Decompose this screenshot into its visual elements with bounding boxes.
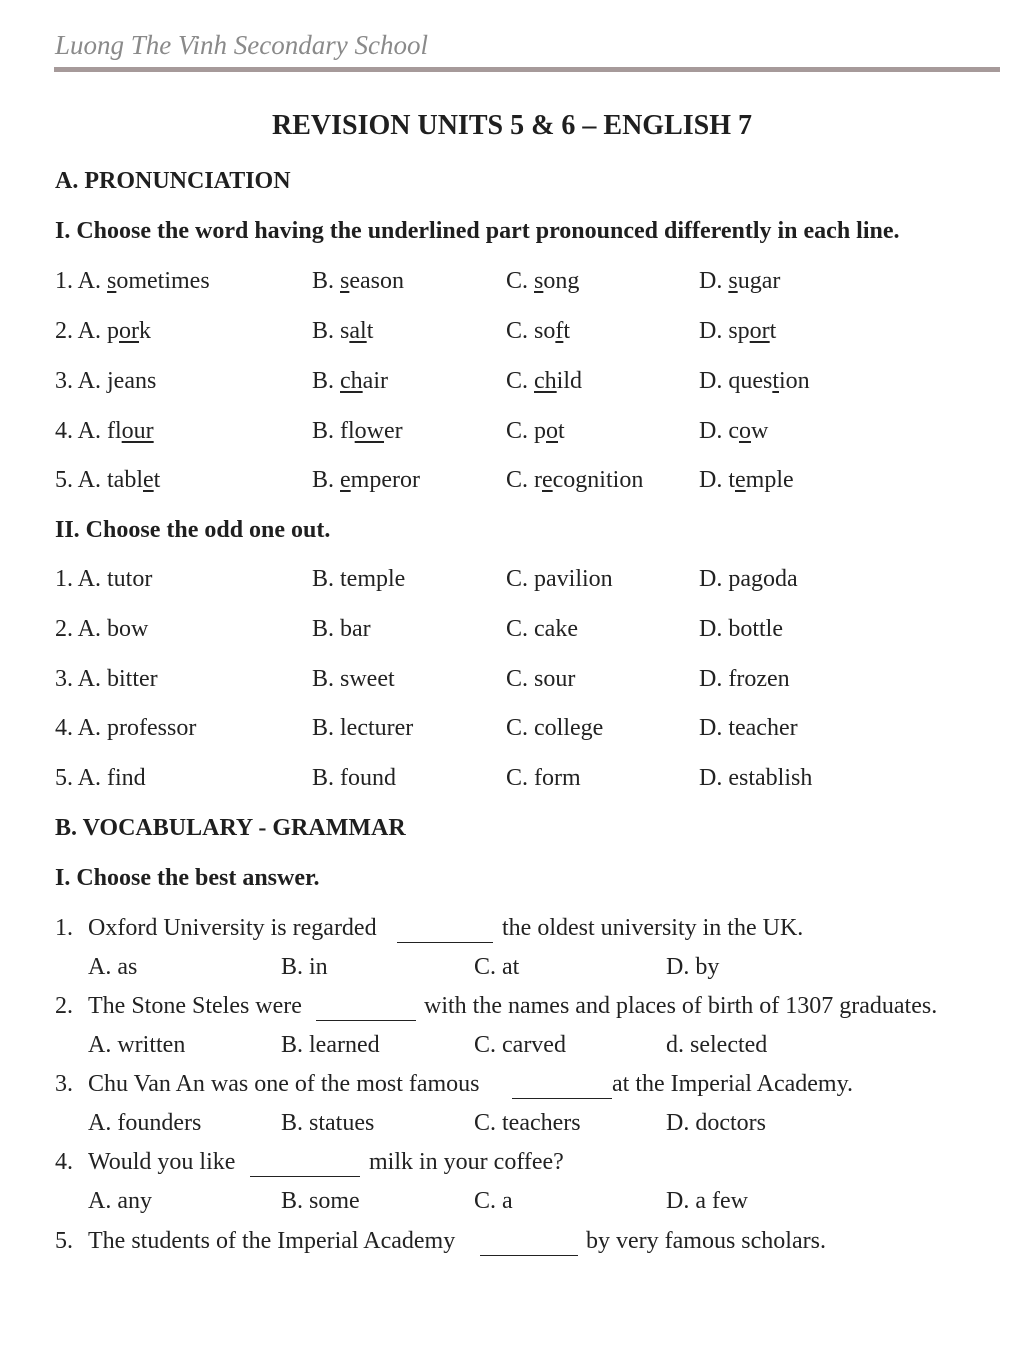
underlined-part: e	[735, 467, 746, 493]
question-text-before: The students of the Imperial Academy	[88, 1228, 456, 1254]
section-a-heading: A. PRONUNCIATION	[55, 168, 291, 194]
underlined-part: e	[542, 467, 553, 493]
option-d: D. sugar	[699, 268, 781, 294]
underlined-part: ow	[354, 418, 385, 444]
option-c: C. sour	[506, 666, 576, 692]
option-b: B. flower	[312, 418, 403, 444]
pronunciation-row	[0, 368, 1024, 400]
underlined-part: s	[107, 268, 117, 294]
option-a: 2. A. pork	[55, 318, 152, 344]
option-d: D. frozen	[699, 666, 790, 692]
page-title: REVISION UNITS 5 & 6 – ENGLISH 7	[272, 110, 752, 141]
answer-blank[interactable]	[250, 1156, 360, 1177]
option-a: 4. A. flour	[55, 418, 154, 444]
underlined-part: ch	[534, 368, 557, 394]
option-a[interactable]: A. any	[88, 1188, 152, 1214]
question-text-after: at the Imperial Academy.	[612, 1071, 854, 1097]
pronunciation-row	[0, 418, 1024, 450]
option-b[interactable]: B. some	[281, 1188, 360, 1214]
question-text-before: Would you like	[88, 1149, 236, 1175]
underlined-part: f	[555, 318, 564, 344]
option-c[interactable]: C. carved	[474, 1032, 566, 1058]
odd-row	[0, 765, 1024, 797]
option-c: C. pavilion	[506, 566, 613, 592]
header-rule	[54, 67, 1000, 72]
option-b: B. chair	[312, 368, 388, 394]
question-text-after: milk in your coffee?	[369, 1149, 564, 1175]
question-text-before: The Stone Steles were	[88, 993, 302, 1019]
question-text-before: Oxford University is regarded	[88, 915, 377, 941]
option-a[interactable]: A. founders	[88, 1110, 202, 1136]
question-number: 5.	[55, 1228, 73, 1254]
underlined-part: s	[728, 268, 738, 294]
question-number: 3.	[55, 1071, 73, 1097]
option-d: D. question	[699, 368, 810, 394]
option-a[interactable]: A. as	[88, 954, 138, 980]
option-a: 5. A. find	[55, 765, 146, 791]
option-d[interactable]: D. by	[666, 954, 720, 980]
option-c: C. recognition	[506, 467, 644, 493]
option-b: B. lecturer	[312, 715, 414, 741]
option-b: B. emperor	[312, 467, 420, 493]
pronunciation-row	[0, 268, 1024, 300]
option-d[interactable]: D. doctors	[666, 1110, 766, 1136]
option-c: C. pot	[506, 418, 565, 444]
option-c: C. form	[506, 765, 581, 791]
option-c: C. cake	[506, 616, 578, 642]
odd-row	[0, 715, 1024, 747]
option-b: B. found	[312, 765, 396, 791]
section-b-heading: B. VOCABULARY - GRAMMAR	[55, 815, 406, 841]
underlined-part: or	[119, 318, 140, 344]
option-d: D. bottle	[699, 616, 783, 642]
question-text-after: by very famous scholars.	[586, 1228, 826, 1254]
option-c[interactable]: C. a	[474, 1188, 513, 1214]
underlined-part: or	[749, 318, 770, 344]
option-c[interactable]: C. at	[474, 954, 520, 980]
option-b: B. bar	[312, 616, 371, 642]
option-a: 3. A. bitter	[55, 666, 158, 692]
option-b: B. salt	[312, 318, 374, 344]
section-a-part2-heading: II. Choose the odd one out.	[55, 517, 331, 543]
option-d[interactable]: D. a few	[666, 1188, 748, 1214]
underlined-part: s	[534, 268, 544, 294]
underlined-part: t	[772, 368, 779, 394]
pronunciation-row	[0, 318, 1024, 350]
option-d: D. pagoda	[699, 566, 798, 592]
answer-blank[interactable]	[480, 1235, 578, 1256]
underlined-part: o	[738, 418, 751, 444]
question-number: 1.	[55, 915, 73, 941]
option-c[interactable]: C. teachers	[474, 1110, 581, 1136]
underlined-part: e	[340, 467, 351, 493]
option-a: 2. A. bow	[55, 616, 149, 642]
option-d: D. temple	[699, 467, 794, 493]
underlined-part: our	[121, 418, 154, 444]
section-b-part1-heading: I. Choose the best answer.	[55, 865, 320, 891]
option-b: B. season	[312, 268, 405, 294]
option-a: 3. A. jeans	[55, 368, 157, 394]
option-c: C. soft	[506, 318, 571, 344]
underlined-part: o	[546, 418, 559, 444]
pronunciation-row	[0, 467, 1024, 499]
school-header: Luong The Vinh Secondary School	[55, 30, 428, 60]
option-b[interactable]: B. in	[281, 954, 328, 980]
option-d: D. cow	[699, 418, 769, 444]
option-b[interactable]: B. learned	[281, 1032, 380, 1058]
underlined-part: al	[349, 318, 367, 344]
option-c: C. child	[506, 368, 583, 394]
answer-blank[interactable]	[397, 922, 493, 943]
question-number: 2.	[55, 993, 73, 1019]
question-text-before: Chu Van An was one of the most famous	[88, 1071, 480, 1097]
option-a: 1. A. sometimes	[55, 268, 210, 294]
question-number: 4.	[55, 1149, 73, 1175]
underlined-part: s	[340, 268, 350, 294]
underlined-part: e	[143, 467, 154, 493]
option-b[interactable]: B. statues	[281, 1110, 375, 1136]
option-a: 5. A. tablet	[55, 467, 161, 493]
option-d: D. sport	[699, 318, 777, 344]
odd-row	[0, 566, 1024, 598]
underlined-part: ch	[340, 368, 363, 394]
option-c: C. college	[506, 715, 604, 741]
option-d[interactable]: d. selected	[666, 1032, 768, 1058]
option-a[interactable]: A. written	[88, 1032, 186, 1058]
section-a-part1-heading: I. Choose the word having the underlined part pronounced differently in each line.	[55, 218, 900, 244]
odd-row	[0, 616, 1024, 648]
option-d: D. establish	[699, 765, 813, 791]
option-a: 4. A. professor	[55, 715, 197, 741]
option-b: B. sweet	[312, 666, 395, 692]
option-c: C. song	[506, 268, 580, 294]
option-d: D. teacher	[699, 715, 798, 741]
question-text-after: the oldest university in the UK.	[502, 915, 804, 941]
answer-blank[interactable]	[512, 1078, 612, 1099]
option-b: B. temple	[312, 566, 406, 592]
option-a: 1. A. tutor	[55, 566, 153, 592]
answer-blank[interactable]	[316, 1000, 416, 1021]
question-text-after: with the names and places of birth of 1307 graduates.	[424, 993, 938, 1019]
odd-row	[0, 666, 1024, 698]
